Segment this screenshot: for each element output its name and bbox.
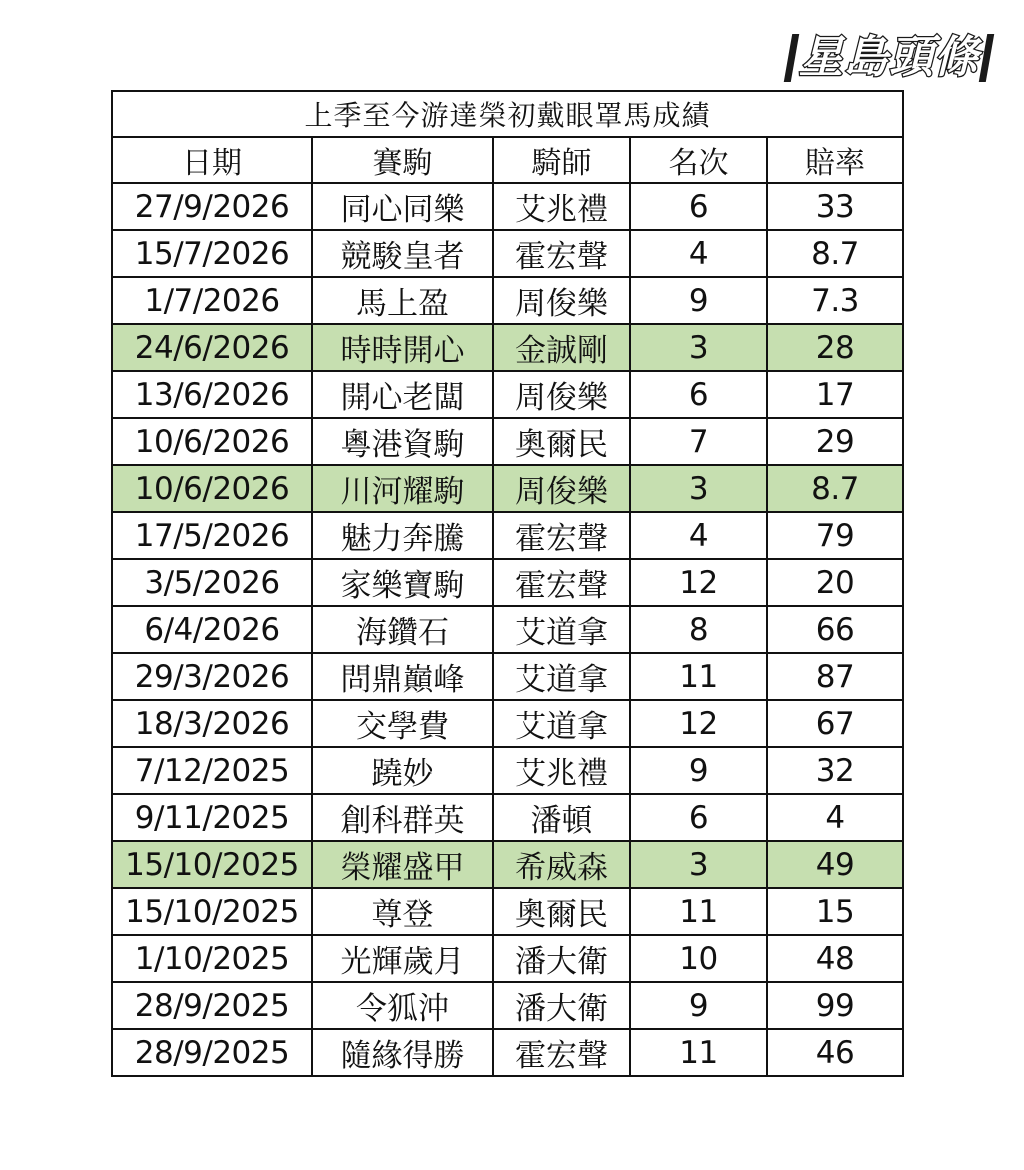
results-table	[111, 90, 904, 1077]
cell-horse: 尊登	[312, 888, 493, 935]
cell-jockey: 霍宏聲	[493, 512, 630, 559]
table-row	[112, 183, 903, 230]
header-horse: 賽駒	[312, 137, 493, 183]
header-odds: 賠率	[767, 137, 903, 183]
table-row	[112, 324, 903, 371]
brand-logo	[788, 32, 990, 84]
cell-date: 28/9/2025	[112, 1029, 312, 1076]
cell-place: 11	[630, 888, 767, 935]
cell-date: 3/5/2026	[112, 559, 312, 606]
cell-date: 13/6/2026	[112, 371, 312, 418]
logo-left-bar	[784, 34, 799, 82]
cell-horse: 光輝歲月	[312, 935, 493, 982]
cell-place: 4	[630, 512, 767, 559]
cell-jockey: 艾道拿	[493, 653, 630, 700]
cell-odds: 15	[767, 888, 903, 935]
cell-date: 29/3/2026	[112, 653, 312, 700]
cell-place: 9	[630, 277, 767, 324]
cell-place: 7	[630, 418, 767, 465]
cell-horse: 問鼎巔峰	[312, 653, 493, 700]
cell-date: 10/6/2026	[112, 465, 312, 512]
cell-horse: 魅力奔騰	[312, 512, 493, 559]
table-row	[112, 512, 903, 559]
logo-right-bar	[979, 34, 994, 82]
table-row	[112, 888, 903, 935]
cell-jockey: 潘大衛	[493, 982, 630, 1029]
cell-horse: 蹺妙	[312, 747, 493, 794]
table-row	[112, 1029, 903, 1076]
cell-jockey: 奧爾民	[493, 888, 630, 935]
cell-jockey: 艾兆禮	[493, 747, 630, 794]
cell-horse: 令狐沖	[312, 982, 493, 1029]
cell-odds: 49	[767, 841, 903, 888]
cell-odds: 8.7	[767, 465, 903, 512]
cell-horse: 同心同樂	[312, 183, 493, 230]
table-title-row	[112, 91, 903, 137]
table-header-row	[112, 137, 903, 183]
cell-date: 9/11/2025	[112, 794, 312, 841]
cell-place: 3	[630, 841, 767, 888]
cell-jockey: 潘頓	[493, 794, 630, 841]
cell-odds: 28	[767, 324, 903, 371]
cell-jockey: 霍宏聲	[493, 230, 630, 277]
cell-place: 6	[630, 371, 767, 418]
cell-date: 17/5/2026	[112, 512, 312, 559]
cell-odds: 4	[767, 794, 903, 841]
cell-place: 8	[630, 606, 767, 653]
cell-jockey: 周俊樂	[493, 465, 630, 512]
cell-date: 10/6/2026	[112, 418, 312, 465]
cell-horse: 榮耀盛甲	[312, 841, 493, 888]
cell-place: 11	[630, 1029, 767, 1076]
cell-horse: 川河耀駒	[312, 465, 493, 512]
cell-date: 18/3/2026	[112, 700, 312, 747]
cell-horse: 創科群英	[312, 794, 493, 841]
cell-horse: 粵港資駒	[312, 418, 493, 465]
cell-jockey: 周俊樂	[493, 277, 630, 324]
cell-horse: 隨緣得勝	[312, 1029, 493, 1076]
cell-odds: 66	[767, 606, 903, 653]
cell-place: 12	[630, 559, 767, 606]
cell-date: 27/9/2026	[112, 183, 312, 230]
cell-date: 28/9/2025	[112, 982, 312, 1029]
cell-horse: 家樂寶駒	[312, 559, 493, 606]
cell-date: 6/4/2026	[112, 606, 312, 653]
cell-date: 15/10/2025	[112, 888, 312, 935]
cell-odds: 7.3	[767, 277, 903, 324]
cell-place: 6	[630, 794, 767, 841]
table-title: 上季至今游達榮初戴眼罩馬成績	[112, 91, 903, 137]
table-row	[112, 418, 903, 465]
table-row	[112, 277, 903, 324]
cell-horse: 馬上盈	[312, 277, 493, 324]
cell-place: 10	[630, 935, 767, 982]
table-row	[112, 794, 903, 841]
cell-odds: 32	[767, 747, 903, 794]
cell-odds: 29	[767, 418, 903, 465]
cell-jockey: 艾道拿	[493, 700, 630, 747]
cell-odds: 79	[767, 512, 903, 559]
cell-place: 3	[630, 324, 767, 371]
cell-jockey: 艾道拿	[493, 606, 630, 653]
cell-jockey: 周俊樂	[493, 371, 630, 418]
cell-odds: 8.7	[767, 230, 903, 277]
table-row	[112, 559, 903, 606]
table-row	[112, 465, 903, 512]
logo-text: 星島頭條	[799, 32, 979, 83]
cell-odds: 99	[767, 982, 903, 1029]
cell-odds: 17	[767, 371, 903, 418]
table-body	[112, 183, 903, 1076]
table-row	[112, 230, 903, 277]
table-row	[112, 700, 903, 747]
cell-date: 15/7/2026	[112, 230, 312, 277]
cell-place: 9	[630, 747, 767, 794]
header-date: 日期	[112, 137, 312, 183]
cell-jockey: 金誠剛	[493, 324, 630, 371]
cell-odds: 20	[767, 559, 903, 606]
table-row	[112, 606, 903, 653]
table-row	[112, 841, 903, 888]
cell-date: 24/6/2026	[112, 324, 312, 371]
header-place: 名次	[630, 137, 767, 183]
cell-place: 3	[630, 465, 767, 512]
cell-horse: 開心老闆	[312, 371, 493, 418]
cell-horse: 交學費	[312, 700, 493, 747]
cell-jockey: 潘大衛	[493, 935, 630, 982]
cell-place: 4	[630, 230, 767, 277]
header-jockey: 騎師	[493, 137, 630, 183]
table-row	[112, 935, 903, 982]
table-row	[112, 747, 903, 794]
cell-jockey: 希威森	[493, 841, 630, 888]
cell-jockey: 艾兆禮	[493, 183, 630, 230]
cell-place: 12	[630, 700, 767, 747]
cell-jockey: 奧爾民	[493, 418, 630, 465]
table-row	[112, 371, 903, 418]
cell-date: 7/12/2025	[112, 747, 312, 794]
cell-odds: 48	[767, 935, 903, 982]
cell-place: 9	[630, 982, 767, 1029]
cell-horse: 時時開心	[312, 324, 493, 371]
cell-odds: 67	[767, 700, 903, 747]
cell-place: 6	[630, 183, 767, 230]
cell-odds: 46	[767, 1029, 903, 1076]
cell-horse: 競駿皇者	[312, 230, 493, 277]
table-row	[112, 982, 903, 1029]
cell-date: 15/10/2025	[112, 841, 312, 888]
cell-jockey: 霍宏聲	[493, 1029, 630, 1076]
table-row	[112, 653, 903, 700]
cell-date: 1/7/2026	[112, 277, 312, 324]
cell-horse: 海鑽石	[312, 606, 493, 653]
cell-date: 1/10/2025	[112, 935, 312, 982]
cell-place: 11	[630, 653, 767, 700]
cell-odds: 87	[767, 653, 903, 700]
cell-odds: 33	[767, 183, 903, 230]
cell-jockey: 霍宏聲	[493, 559, 630, 606]
